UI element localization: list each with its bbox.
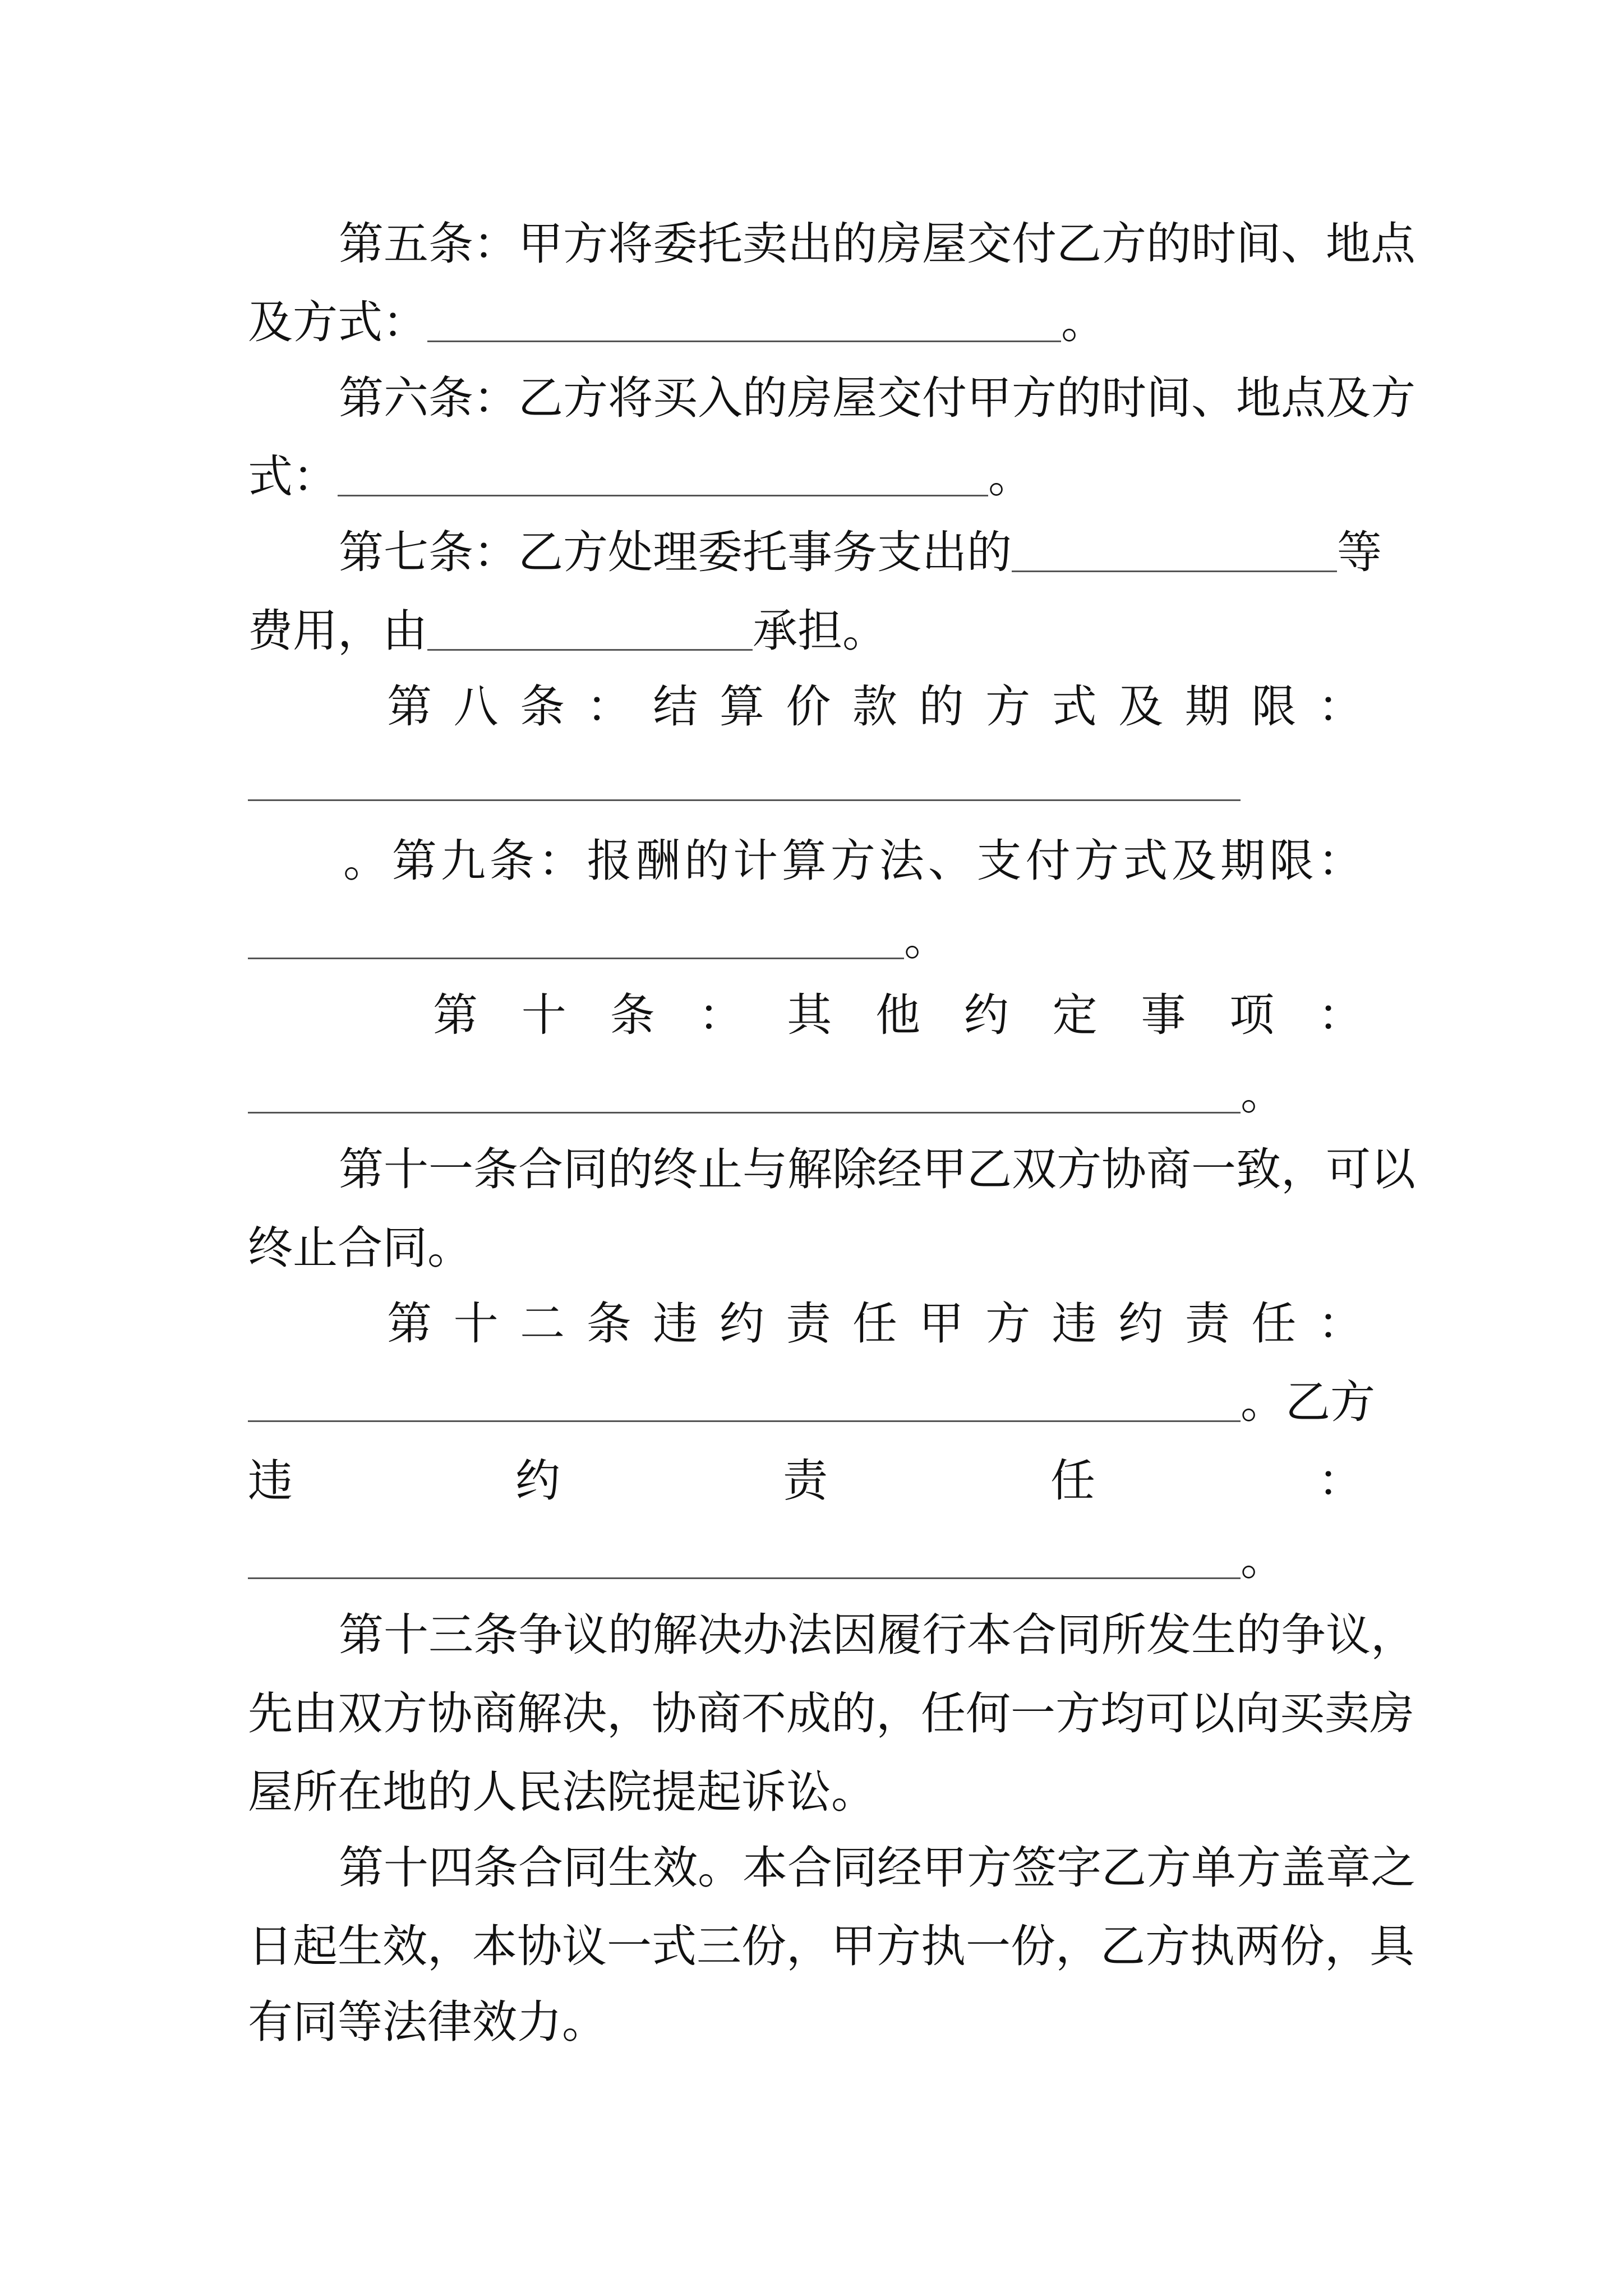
clause-9-char: 法 bbox=[879, 835, 924, 887]
clause-13-text: 屋所在地的人民法院提起诉讼。 bbox=[248, 1766, 876, 1818]
clause-12-char: 甲 bbox=[919, 1297, 964, 1350]
clause-13-text: 先由双方协商解决，协商不成的，任何一方均可以向买卖房 bbox=[248, 1687, 1414, 1740]
clause-12-line-3 bbox=[248, 1439, 1363, 1523]
clause-8-char: 八 bbox=[453, 680, 499, 733]
clause-10-char: 项 bbox=[1229, 989, 1275, 1041]
clause-8-char: 式 bbox=[1052, 680, 1097, 733]
clause-12-row3-char: 责 bbox=[783, 1455, 828, 1507]
clause-13-text: 第十三条争议的解决办法因履行本合同所发生的争议， bbox=[339, 1609, 1415, 1661]
clause-9-char: 支 bbox=[976, 835, 1022, 887]
clause-10-line-2 bbox=[248, 1052, 1381, 1136]
clause-5-label: 及方式： bbox=[248, 296, 427, 348]
clause-12-char: 二 bbox=[520, 1297, 565, 1350]
clause-9-char: 第 bbox=[391, 835, 437, 887]
clause-7-line-2 bbox=[248, 589, 1381, 673]
clause-9-char: 期 bbox=[1220, 835, 1266, 887]
clause-9-char: ： bbox=[538, 835, 583, 887]
clause-12-char: 任 bbox=[1251, 1297, 1297, 1350]
clause-12-char: 十 bbox=[453, 1297, 499, 1350]
clause-6-text: 第六条：乙方将买入的房屋交付甲方的时间、地点及方 bbox=[339, 372, 1415, 424]
clause-9-char: ： bbox=[1317, 835, 1363, 887]
clause-9-char: 算 bbox=[782, 835, 827, 887]
clause-9-char: 、 bbox=[928, 835, 973, 887]
clause-6-end: 。 bbox=[988, 450, 1033, 503]
clause-6-line-2 bbox=[248, 435, 1381, 519]
clause-9-char: 式 bbox=[1123, 835, 1168, 887]
clause-7-text: 第七条：乙方处理委托事务支出的 bbox=[339, 526, 1012, 578]
clause-8-char: 及 bbox=[1118, 680, 1164, 733]
clause-10-char: 事 bbox=[1141, 989, 1186, 1041]
clause-8-char: 条 bbox=[520, 680, 565, 733]
clause-12-char: 任 bbox=[852, 1297, 897, 1350]
clause-12-char: 违 bbox=[1052, 1297, 1097, 1350]
clause-9-char: 酬 bbox=[635, 835, 681, 887]
clause-12-char: 责 bbox=[1184, 1297, 1230, 1350]
clause-12-line-1 bbox=[387, 1282, 1363, 1366]
clause-10-char: 约 bbox=[963, 989, 1009, 1041]
clause-6-label: 式： bbox=[248, 450, 338, 503]
clause-12-party-a-blank[interactable] bbox=[248, 1375, 1241, 1422]
clause-7-text-end: 等 bbox=[1337, 526, 1382, 578]
clause-8-char: ： bbox=[586, 680, 631, 733]
clause-9-line-1 bbox=[343, 819, 1363, 903]
clause-14-text: 有同等法律效力。 bbox=[248, 1996, 607, 2048]
clause-5-text: 第五条：甲方将委托卖出的房屋交付乙方的时间、地点 bbox=[339, 218, 1415, 270]
clause-12-char: 第 bbox=[387, 1297, 432, 1350]
clause-11-line-1 bbox=[339, 1128, 1415, 1212]
clause-12-char: 责 bbox=[786, 1297, 831, 1350]
clause-8-char: 限 bbox=[1251, 680, 1297, 733]
clause-7-payer-blank[interactable] bbox=[427, 604, 753, 651]
clause-6-line-1 bbox=[339, 356, 1415, 440]
clause-10-char: ： bbox=[698, 989, 744, 1041]
clause-10-char: 定 bbox=[1052, 989, 1098, 1041]
clause-9-blank[interactable] bbox=[248, 913, 904, 959]
clause-6-blank[interactable] bbox=[338, 450, 988, 496]
clause-13-line-2 bbox=[248, 1672, 1414, 1756]
clause-8-line-1 bbox=[387, 665, 1363, 749]
clause-10-char: 十 bbox=[521, 989, 566, 1041]
clause-9-char: 方 bbox=[830, 835, 875, 887]
clause-12-line-2 bbox=[248, 1360, 1381, 1444]
clause-9-char: 限 bbox=[1269, 835, 1314, 887]
clause-5-line-1 bbox=[339, 202, 1415, 286]
clause-12-char: 条 bbox=[586, 1297, 631, 1350]
clause-7-expense-blank[interactable] bbox=[1012, 526, 1337, 572]
clause-12-char: 方 bbox=[985, 1297, 1031, 1350]
clause-8-char: 价 bbox=[786, 680, 831, 733]
clause-5-end: 。 bbox=[1061, 296, 1106, 348]
clause-11-text: 第十一条合同的终止与解除经甲乙双方协商一致，可以 bbox=[339, 1143, 1415, 1195]
clause-9-char: 九 bbox=[440, 835, 486, 887]
clause-9-char: 的 bbox=[684, 835, 730, 887]
clause-12-end: 。 bbox=[1241, 1533, 1285, 1585]
clause-9-char: 付 bbox=[1025, 835, 1071, 887]
clause-8-char: 方 bbox=[985, 680, 1031, 733]
clause-12-party-b-blank[interactable] bbox=[248, 1533, 1241, 1579]
clause-5-blank[interactable] bbox=[427, 296, 1061, 342]
clause-13-line-1 bbox=[339, 1593, 1415, 1677]
clause-5-line-2 bbox=[248, 280, 1381, 365]
clause-12-char: 违 bbox=[653, 1297, 698, 1350]
clause-9-end: 。 bbox=[904, 913, 949, 965]
clause-11-text-end: 终止合同。 bbox=[248, 1222, 472, 1274]
clause-9-char: 报 bbox=[587, 835, 632, 887]
clause-7-line-1 bbox=[339, 510, 1381, 595]
clause-12-row3-char: 约 bbox=[515, 1455, 560, 1507]
clause-7-cost-label: 费用，由 bbox=[248, 605, 427, 657]
clause-8-char: 期 bbox=[1184, 680, 1230, 733]
clause-8-char: 算 bbox=[719, 680, 764, 733]
clause-10-char: 第 bbox=[433, 989, 478, 1041]
clause-12-row3-char: 违 bbox=[248, 1455, 293, 1507]
clause-8-char: 的 bbox=[919, 680, 964, 733]
clause-12-char: ： bbox=[1317, 1297, 1363, 1350]
clause-9-char: 计 bbox=[733, 835, 778, 887]
clause-12-row3-char: 任 bbox=[1050, 1455, 1095, 1507]
clause-10-blank[interactable] bbox=[248, 1067, 1241, 1114]
clause-14-text: 日起生效，本协议一式三份，甲方执一份，乙方执两份，具 bbox=[248, 1920, 1414, 1972]
clause-9-char: 条 bbox=[489, 835, 534, 887]
clause-8-char: 结 bbox=[653, 680, 698, 733]
clause-9-char: 方 bbox=[1074, 835, 1119, 887]
clause-12-row3-char: ： bbox=[1318, 1455, 1363, 1507]
clause-9-char: 。 bbox=[343, 835, 388, 887]
clause-12-line-4 bbox=[248, 1517, 1381, 1602]
clause-7-cost-end: 承担。 bbox=[753, 605, 887, 657]
clause-8-blank[interactable] bbox=[248, 799, 1241, 801]
clause-10-char: ： bbox=[1317, 989, 1363, 1041]
clause-9-line-2 bbox=[248, 898, 1381, 982]
clause-10-char: 其 bbox=[787, 989, 832, 1041]
clause-14-line-2 bbox=[248, 1904, 1414, 1989]
clause-8-char: 第 bbox=[387, 680, 432, 733]
clause-14-text: 第十四条合同生效。本合同经甲方签字乙方单方盖章之 bbox=[339, 1842, 1415, 1894]
clause-10-end: 。 bbox=[1241, 1068, 1285, 1120]
clause-12-mid-text: 。乙方 bbox=[1241, 1376, 1375, 1428]
clause-10-line-1 bbox=[433, 973, 1363, 1057]
clause-8-char: 款 bbox=[852, 680, 897, 733]
clause-9-char: 及 bbox=[1172, 835, 1217, 887]
clause-10-char: 他 bbox=[875, 989, 920, 1041]
clause-8-char: ： bbox=[1317, 680, 1363, 733]
clause-12-char: 约 bbox=[719, 1297, 764, 1350]
clause-14-line-1 bbox=[339, 1826, 1415, 1910]
clause-11-line-2 bbox=[248, 1206, 1381, 1290]
clause-12-char: 约 bbox=[1118, 1297, 1164, 1350]
clause-13-line-3 bbox=[248, 1750, 1381, 1834]
clause-10-char: 条 bbox=[610, 989, 655, 1041]
clause-14-line-3 bbox=[248, 1980, 1381, 2064]
